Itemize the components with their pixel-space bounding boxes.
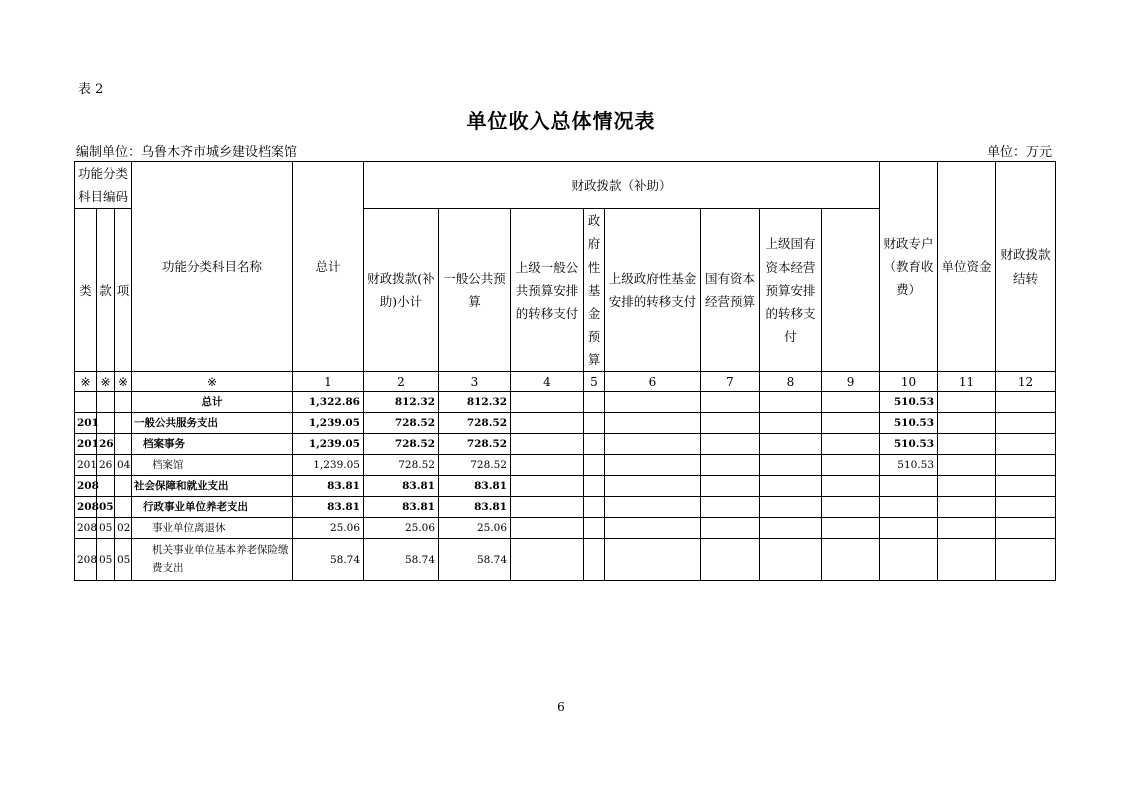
value-col-3-cell: 728.52 (439, 413, 511, 434)
value-col-1-cell: 1,239.05 (293, 413, 364, 434)
value-col-9-cell (822, 476, 880, 497)
item-name-cell: 行政事业单位养老支出 (132, 497, 293, 518)
header-lei: 类 (75, 209, 97, 372)
value-col-2-cell: 728.52 (364, 413, 439, 434)
code-kuan-cell: 05 (97, 518, 115, 539)
header-kuan: 款 (97, 209, 115, 372)
value-col-2-cell: 728.52 (364, 434, 439, 455)
code-xiang-cell: 02 (115, 518, 132, 539)
code-kuan-cell (97, 413, 115, 434)
header-general-budget: 一般公共预算 (439, 209, 511, 372)
code-kuan-cell (97, 392, 115, 413)
value-col-6-cell (605, 476, 701, 497)
header-upper-general-transfer: 上级一般公共预算安排的转移支付 (511, 209, 584, 372)
page-number: 6 (557, 700, 565, 714)
value-col-9-cell (822, 539, 880, 581)
value-col-4-cell (511, 476, 584, 497)
value-col-7-cell (701, 455, 760, 476)
table-row (75, 518, 1056, 539)
value-col-5-cell (584, 476, 605, 497)
value-col-1-cell: 1,322.86 (293, 392, 364, 413)
value-col-12-cell (996, 497, 1056, 518)
header-xiang: 项 (115, 209, 132, 372)
value-col-11-cell (938, 434, 996, 455)
table-row (75, 455, 1056, 476)
value-col-8-cell (760, 518, 822, 539)
value-col-12-cell (996, 434, 1056, 455)
value-col-3-cell: 728.52 (439, 455, 511, 476)
value-col-10-cell: 510.53 (880, 434, 938, 455)
value-col-10-cell (880, 539, 938, 581)
value-col-12-cell (996, 413, 1056, 434)
value-col-1-cell: 25.06 (293, 518, 364, 539)
value-col-2-cell: 25.06 (364, 518, 439, 539)
index-cell: 2 (364, 372, 439, 392)
value-col-9-cell (822, 413, 880, 434)
value-col-3-cell: 728.52 (439, 434, 511, 455)
value-col-8-cell (760, 476, 822, 497)
value-col-1-cell: 83.81 (293, 476, 364, 497)
item-name-cell: 机关事业单位基本养老保险缴费支出 (132, 539, 293, 581)
income-summary-table (74, 161, 1056, 581)
code-xiang-cell (115, 413, 132, 434)
value-col-3-cell: 83.81 (439, 476, 511, 497)
index-cell: ※ (75, 372, 97, 392)
value-col-6-cell (605, 497, 701, 518)
value-col-11-cell (938, 392, 996, 413)
value-col-12-cell (996, 392, 1056, 413)
value-col-3-cell: 812.32 (439, 392, 511, 413)
value-col-2-cell: 58.74 (364, 539, 439, 581)
code-kuan-cell (97, 476, 115, 497)
value-col-8-cell (760, 413, 822, 434)
page-title: 单位收入总体情况表 (466, 109, 656, 133)
value-col-10-cell: 510.53 (880, 455, 938, 476)
value-col-4-cell (511, 392, 584, 413)
value-col-4-cell (511, 455, 584, 476)
value-col-9-cell (822, 518, 880, 539)
value-col-10-cell: 510.53 (880, 413, 938, 434)
value-col-11-cell (938, 497, 996, 518)
value-col-1-cell: 1,239.05 (293, 434, 364, 455)
item-name-cell: 总计 (132, 392, 293, 413)
code-lei-cell: 201 (75, 434, 97, 455)
value-col-9-cell (822, 455, 880, 476)
value-col-5-cell (584, 434, 605, 455)
value-col-12-cell (996, 518, 1056, 539)
index-cell: ※ (132, 372, 293, 392)
index-cell: 5 (584, 372, 605, 392)
value-col-7-cell (701, 413, 760, 434)
code-lei-cell: 208 (75, 497, 97, 518)
value-col-4-cell (511, 497, 584, 518)
value-col-11-cell (938, 476, 996, 497)
value-col-7-cell (701, 497, 760, 518)
code-lei-cell: 208 (75, 518, 97, 539)
value-col-6-cell (605, 434, 701, 455)
value-col-6-cell (605, 392, 701, 413)
value-col-6-cell (605, 518, 701, 539)
value-col-12-cell (996, 455, 1056, 476)
value-col-8-cell (760, 497, 822, 518)
value-col-9-cell (822, 497, 880, 518)
value-col-2-cell: 83.81 (364, 497, 439, 518)
header-unit-funds: 单位资金 (938, 162, 996, 372)
value-col-10-cell (880, 476, 938, 497)
header-func-name: 功能分类科目名称 (132, 162, 293, 372)
index-cell: 11 (938, 372, 996, 392)
index-cell: ※ (97, 372, 115, 392)
index-cell: 4 (511, 372, 584, 392)
table-row (75, 476, 1056, 497)
compiling-unit: 编制单位：乌鲁木齐市城乡建设档案馆 (76, 145, 298, 160)
table-row (75, 539, 1056, 581)
item-name-cell: 档案事务 (132, 434, 293, 455)
value-col-12-cell (996, 539, 1056, 581)
header-state-capital-budget: 国有资本经营预算 (701, 209, 760, 372)
header-total: 总计 (293, 162, 364, 372)
value-col-1-cell: 83.81 (293, 497, 364, 518)
value-col-7-cell (701, 476, 760, 497)
value-col-3-cell: 83.81 (439, 497, 511, 518)
value-col-5-cell (584, 392, 605, 413)
code-kuan-cell: 26 (97, 434, 115, 455)
code-lei-cell: 208 (75, 476, 97, 497)
value-col-10-cell (880, 497, 938, 518)
value-col-9-cell (822, 392, 880, 413)
table-row (75, 413, 1056, 434)
currency-unit: 单位：万元 (986, 145, 1052, 160)
value-col-11-cell (938, 455, 996, 476)
code-xiang-cell: 05 (115, 539, 132, 581)
value-col-11-cell (938, 518, 996, 539)
value-col-3-cell: 58.74 (439, 539, 511, 581)
value-col-7-cell (701, 539, 760, 581)
value-col-5-cell (584, 413, 605, 434)
code-kuan-cell: 05 (97, 539, 115, 581)
value-col-7-cell (701, 518, 760, 539)
code-xiang-cell (115, 392, 132, 413)
header-upper-gov-fund-transfer: 上级政府性基金安排的转移支付 (605, 209, 701, 372)
value-col-7-cell (701, 392, 760, 413)
code-lei-cell: 201 (75, 455, 97, 476)
index-cell: 10 (880, 372, 938, 392)
table-row (75, 434, 1056, 455)
value-col-12-cell (996, 476, 1056, 497)
item-name-cell: 一般公共服务支出 (132, 413, 293, 434)
value-col-6-cell (605, 413, 701, 434)
index-cell: 8 (760, 372, 822, 392)
header-fiscal-special: 财政专户（教育收费） (880, 162, 938, 372)
code-xiang-cell: 04 (115, 455, 132, 476)
value-col-2-cell: 812.32 (364, 392, 439, 413)
value-col-4-cell (511, 413, 584, 434)
value-col-5-cell (584, 455, 605, 476)
index-cell: 9 (822, 372, 880, 392)
header-fiscal-subtotal: 财政拨款(补助)小计 (364, 209, 439, 372)
table-tag: 表 2 (78, 82, 104, 97)
value-col-1-cell: 1,239.05 (293, 455, 364, 476)
code-xiang-cell (115, 497, 132, 518)
header-func-code: 功能分类科目编码 (75, 162, 132, 209)
index-cell: 1 (293, 372, 364, 392)
index-cell: 12 (996, 372, 1056, 392)
index-cell: 7 (701, 372, 760, 392)
code-lei-cell: 201 (75, 413, 97, 434)
value-col-2-cell: 728.52 (364, 455, 439, 476)
value-col-8-cell (760, 392, 822, 413)
value-col-7-cell (701, 434, 760, 455)
index-row (75, 372, 1056, 392)
value-col-6-cell (605, 539, 701, 581)
code-xiang-cell (115, 476, 132, 497)
value-col-5-cell (584, 497, 605, 518)
code-kuan-cell: 26 (97, 455, 115, 476)
item-name-cell: 社会保障和就业支出 (132, 476, 293, 497)
value-col-6-cell (605, 455, 701, 476)
value-col-4-cell (511, 518, 584, 539)
code-lei-cell: 208 (75, 539, 97, 581)
value-col-1-cell: 58.74 (293, 539, 364, 581)
value-col-10-cell (880, 518, 938, 539)
value-col-4-cell (511, 539, 584, 581)
value-col-3-cell: 25.06 (439, 518, 511, 539)
value-col-8-cell (760, 434, 822, 455)
value-col-4-cell (511, 434, 584, 455)
value-col-2-cell: 83.81 (364, 476, 439, 497)
header-fiscal-carryover: 财政拨款结转 (996, 162, 1056, 372)
header-fiscal-group: 财政拨款（补助） (364, 162, 880, 209)
header-gov-fund-budget: 政府性基金预算 (584, 209, 605, 372)
value-col-11-cell (938, 413, 996, 434)
value-col-11-cell (938, 539, 996, 581)
value-col-9-cell (822, 434, 880, 455)
value-col-8-cell (760, 455, 822, 476)
table-row (75, 497, 1056, 518)
value-col-5-cell (584, 518, 605, 539)
value-col-8-cell (760, 539, 822, 581)
code-lei-cell (75, 392, 97, 413)
code-kuan-cell: 05 (97, 497, 115, 518)
index-cell: 3 (439, 372, 511, 392)
value-col-5-cell (584, 539, 605, 581)
index-cell: 6 (605, 372, 701, 392)
index-cell: ※ (115, 372, 132, 392)
header-upper-state-capital-transfer: 上级国有资本经营预算安排的转移支付 (760, 209, 822, 372)
item-name-cell: 档案馆 (132, 455, 293, 476)
code-xiang-cell (115, 434, 132, 455)
value-col-10-cell: 510.53 (880, 392, 938, 413)
table-row (75, 392, 1056, 413)
item-name-cell: 事业单位离退休 (132, 518, 293, 539)
